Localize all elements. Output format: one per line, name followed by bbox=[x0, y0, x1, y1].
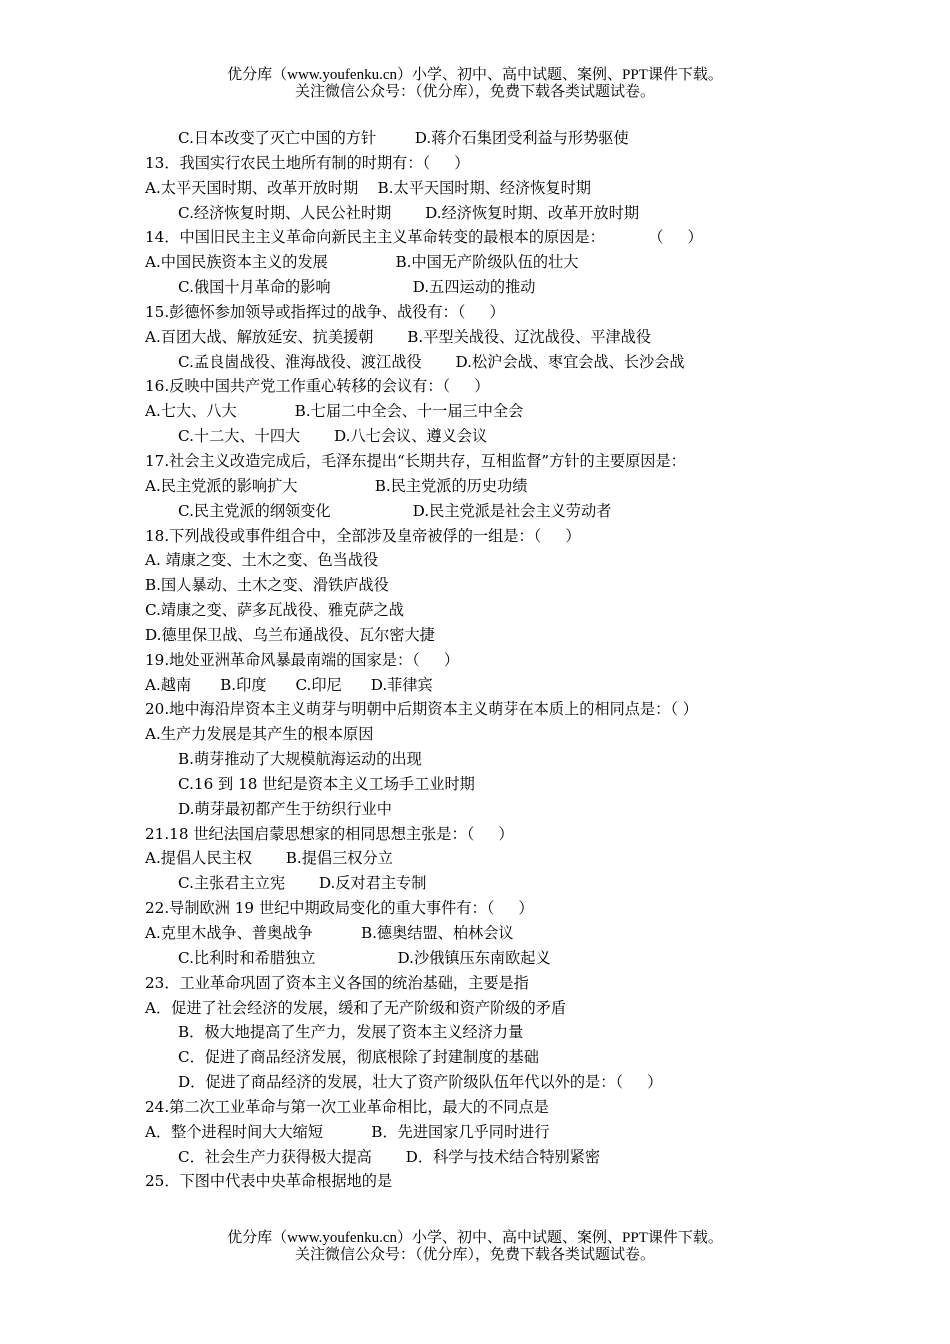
question-line: A.提倡人民主权 B.提倡三权分立 bbox=[145, 849, 393, 868]
question-line: A.生产力发展是其产生的根本原因 bbox=[145, 725, 374, 744]
footer-line-2: 关注微信公众号：（优分库），免费下载各类试题试卷。 bbox=[294, 1247, 655, 1263]
question-line: 21.18 世纪法国启蒙思想家的相同思想主张是：（ ） bbox=[145, 824, 514, 843]
question-line: 25．下图中代表中央革命根据地的是 bbox=[145, 1172, 393, 1191]
question-line: C.比利时和希腊独立 D.沙俄镇压东南欧起义 bbox=[178, 948, 551, 967]
question-line: D.德里保卫战、乌兰布通战役、瓦尔密大捷 bbox=[145, 625, 435, 644]
question-line: 14．中国旧民主主义革命向新民主主义革命转变的最根本的原因是： （ ） bbox=[145, 228, 703, 247]
question-line: A.百团大战、解放延安、抗美援朝 B.平型关战役、辽沈战役、平津战役 bbox=[145, 327, 652, 346]
question-line: C．社会生产力获得极大提高 D．科学与技术结合特别紧密 bbox=[178, 1147, 601, 1166]
question-line: B.萌芽推动了大规模航海运动的出现 bbox=[178, 750, 422, 769]
question-line: C.16 到 18 世纪是资本主义工场手工业时期 bbox=[178, 774, 475, 793]
question-line: 19.地处亚洲革命风暴最南端的国家是：（ ） bbox=[145, 650, 460, 669]
question-line: 23．工业革命巩固了资本主义各国的统治基础，主要是指 bbox=[145, 973, 529, 992]
question-line: A.民主党派的影响扩大 B.民主党派的历史功绩 bbox=[145, 476, 528, 495]
question-line: A.太平天国时期、改革开放时期 B.太平天国时期、经济恢复时期 bbox=[145, 178, 591, 197]
question-line: A. 靖康之变、土木之变、色当战役 bbox=[145, 551, 379, 570]
question-line: A．整个进程时间大大缩短 B．先进国家几乎同时进行 bbox=[145, 1122, 550, 1141]
question-line: B．极大地提高了生产力，发展了资本主义经济力量 bbox=[178, 1023, 524, 1042]
question-line: 15.彭德怀参加领导或指挥过的战争、战役有：（ ） bbox=[145, 302, 505, 321]
header-line-2: 关注微信公众号：（优分库），免费下载各类试题试卷。 bbox=[294, 84, 655, 100]
question-line: 20.地中海沿岸资本主义萌芽与明朝中后期资本主义萌芽在本质上的相同点是：（ ） bbox=[145, 700, 698, 719]
question-line: A.克里木战争、普奥战争 B.德奥结盟、柏林会议 bbox=[145, 924, 514, 942]
page-header bbox=[0, 67, 950, 101]
question-line: C.孟良崮战役、淮海战役、渡江战役 D.松沪会战、枣宜会战、长沙会战 bbox=[178, 352, 685, 371]
question-line: C.俄国十月革命的影响 D.五四运动的推动 bbox=[178, 278, 536, 297]
question-line: 22.导制欧洲 19 世纪中期政局变化的重大事件有：（ ） bbox=[145, 899, 534, 918]
footer-line-1: 优分库（www.youfenku.cn）小学、初中、高中试题、案例、PPT课件下载。 bbox=[227, 1230, 723, 1246]
header-line-1: 优分库（www.youfenku.cn）小学、初中、高中试题、案例、PPT课件下载。 bbox=[227, 67, 723, 83]
page-footer bbox=[0, 1230, 950, 1264]
exam-content bbox=[145, 126, 865, 1194]
question-line: C．促进了商品经济发展，彻底根除了封建制度的基础 bbox=[178, 1048, 539, 1067]
question-line: C.经济恢复时期、人民公社时期 D.经济恢复时期、改革开放时期 bbox=[178, 203, 640, 222]
question-line: 24.第二次工业革命与第一次工业革命相比，最大的不同点是 bbox=[145, 1097, 549, 1116]
question-line: A.越南 B.印度 C.印尼 D.菲律宾 bbox=[145, 675, 433, 694]
question-line: A.中国民族资本主义的发展 B.中国无产阶级队伍的壮大 bbox=[145, 253, 579, 272]
question-line: C.十二大、十四大 D.八七会议、遵义会议 bbox=[178, 427, 488, 446]
question-line: C.民主党派的纲领变化 D.民主党派是社会主义劳动者 bbox=[178, 501, 612, 520]
question-line: A．促进了社会经济的发展，缓和了无产阶级和资产阶级的矛盾 bbox=[145, 998, 567, 1017]
question-line: 13．我国实行农民土地所有制的时期有：（ ） bbox=[145, 153, 470, 172]
question-line: B.国人暴动、土木之变、滑铁庐战役 bbox=[145, 576, 389, 595]
question-line: A.七大、八大 B.七届二中全会、十一届三中全会 bbox=[145, 402, 524, 421]
question-line: D.萌芽最初都产生于纺织行业中 bbox=[178, 799, 392, 818]
question-line: 18.下列战役或事件组合中，全部涉及皇帝被俘的一组是：（ ） bbox=[145, 526, 581, 545]
question-line: C.靖康之变、萨多瓦战役、雅克萨之战 bbox=[145, 601, 404, 620]
question-line: D．促进了商品经济的发展，壮大了资产阶级队伍年代以外的是：（ ） bbox=[178, 1073, 663, 1092]
question-line: 17.社会主义改造完成后，毛泽东提出“长期共存，互相监督”方针的主要原因是： bbox=[145, 451, 686, 470]
question-line: C.主张君主立宪 D.反对君主专制 bbox=[178, 874, 427, 893]
question-line: C.日本改变了灭亡中国的方针 D.蒋介石集团受利益与形势驱使 bbox=[178, 129, 629, 147]
question-line: 16.反映中国共产党工作重心转移的会议有：（ ） bbox=[145, 377, 490, 396]
